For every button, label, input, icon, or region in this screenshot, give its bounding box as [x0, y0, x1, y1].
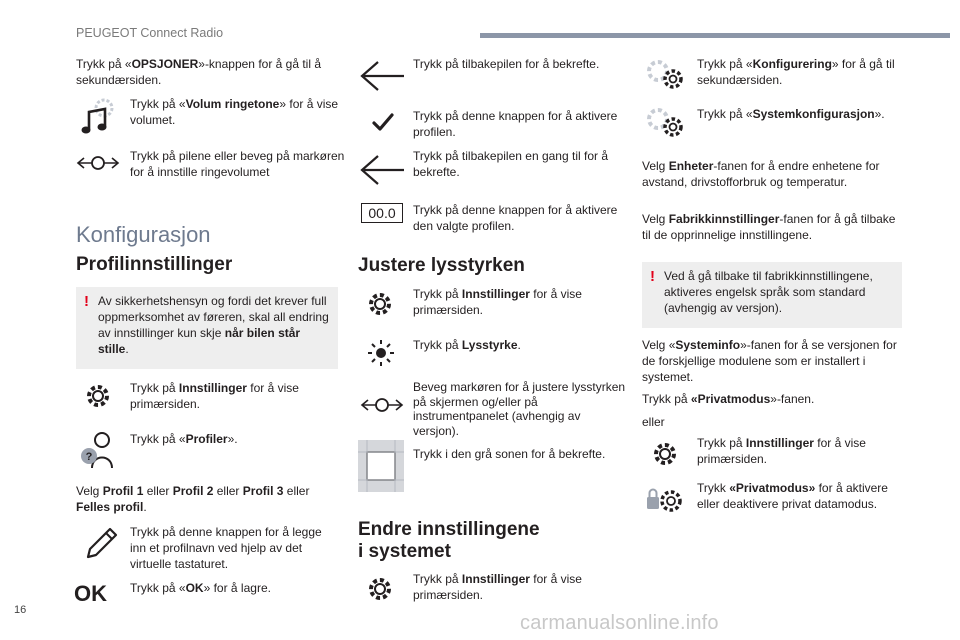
page-number: 16 — [14, 604, 27, 616]
gear-icon — [366, 290, 394, 318]
innstillinger-text: Trykk på Innstillinger for å vise primærsiden. — [130, 381, 299, 411]
profile-question-icon — [80, 430, 120, 470]
arrows-text: Trykk på pilene eller beveg på markøren for å innstille ringevolumet — [130, 149, 345, 179]
velg-profil-text: Velg Profil 1 eller Profil 2 eller Profil 3 eller Felles profil. — [76, 484, 310, 514]
settings-config-icon — [644, 58, 686, 92]
pencil-icon — [84, 527, 118, 561]
beveg-text: Beveg markøren for å justere lysstyrken på skjermen og/eller på instrumentpanelet (avhengig av versjon). — [413, 380, 626, 438]
music-note-icon — [80, 98, 114, 138]
reset-text: Trykk på denne knappen for å aktivere den valgte profilen. — [413, 203, 618, 233]
brightness-icon — [362, 338, 400, 368]
grey-zone-icon — [358, 440, 404, 492]
privatmodus-text: Trykk «Privatmodus» for å aktivere eller deaktivere privat datamodus. — [697, 481, 888, 511]
gear-icon — [366, 575, 394, 603]
ok-icon: OK — [74, 581, 107, 606]
intro-text: Trykk på «OPSJONER»-knappen for å gå til å sekundærsiden. — [76, 57, 322, 87]
back-arrow-icon — [358, 152, 406, 188]
eller-text: eller — [642, 415, 665, 429]
aktivere-text: Trykk på denne knappen for å aktivere profilen. — [413, 109, 618, 139]
legge-inn-text: Trykk på denne knappen for å legge inn et profilnavn ved hjelp av det virtuelle tastaturet. — [130, 525, 322, 571]
back-arrow-icon — [358, 58, 406, 94]
privatmodus-tab-text: Trykk på «Privatmodus»-fanen. — [642, 392, 815, 406]
reset-counter-icon: 00.0 — [361, 203, 403, 223]
konfigurering-text: Trykk på «Konfigurering» for å gå til sekundærsiden. — [697, 57, 895, 87]
warning-text: Av sikkerhetshensyn og fordi det krever full oppmerksomhet av føreren, skal all endring av innstillinger kun skje når bilen står stille. — [98, 294, 329, 356]
watermark: carmanualsonline.info — [520, 612, 719, 634]
slider-arrows-icon — [76, 152, 120, 174]
settings-config-icon — [644, 106, 686, 140]
header-bar — [480, 33, 950, 38]
gear-icon — [84, 382, 112, 410]
section-title-endre — [358, 519, 540, 563]
header-title: PEUGEOT Connect Radio — [76, 26, 224, 40]
checkmark-icon — [372, 112, 394, 132]
gear-icon — [651, 440, 679, 468]
lysstyrke-text: Trykk på Lysstyrke. — [413, 338, 521, 352]
privacy-lock-gear-icon — [644, 484, 686, 518]
systemkonfig-text: Trykk på «Systemkonfigurasjon». — [697, 107, 885, 121]
section-title-konfigurasjon: Konfigurasjon — [76, 222, 211, 247]
slider-arrows-icon — [360, 394, 404, 416]
profiler-text: Trykk på «Profiler». — [130, 432, 238, 446]
systeminfo-text: Velg «Systeminfo»-fanen for å se versjonen for de forskjellige modulene som er installert i systemet. — [642, 338, 897, 384]
ringetone-text: Trykk på «Volum ringetone» for å vise volumet. — [130, 97, 339, 127]
warning-box-fabrikk — [642, 262, 902, 328]
endre-innst-text: Trykk på Innstillinger for å vise primærsiden. — [413, 572, 582, 602]
subsection-title-profilinnstillinger: Profilinnstillinger — [76, 254, 233, 275]
fabrikk-text: Velg Fabrikkinnstillinger-fanen for å gå tilbake til de opprinnelige innstillingene. — [642, 212, 896, 242]
ok-text: Trykk på «OK» for å lagre. — [130, 581, 271, 595]
warning-icon: ! — [84, 293, 89, 310]
section-title-line-2: i systemet — [358, 541, 451, 562]
section-title-lysstyrke: Justere lysstyrken — [358, 255, 525, 276]
warning-box-profil — [76, 287, 338, 369]
back1-text: Trykk på tilbakepilen for å bekrefte. — [413, 57, 600, 71]
enheter-text: Velg Enheter-fanen for å endre enhetene for avstand, drivstofforbruk og temperatur. — [642, 159, 880, 189]
svg-text:?: ? — [85, 451, 93, 463]
back2-text: Trykk på tilbakepilen en gang til for å bekrefte. — [413, 149, 608, 179]
lys-innst-text: Trykk på Innstillinger for å vise primærsiden. — [413, 287, 582, 317]
innst-text: Trykk på Innstillinger for å vise primærsiden. — [697, 436, 866, 466]
warning-icon: ! — [650, 268, 655, 285]
warning-text: Ved å gå tilbake til fabrikkinnstillingene, aktiveres engelsk språk som standard (avhengig av versjon). — [664, 269, 873, 315]
section-title-line-1: Endre innstillingene — [358, 519, 540, 540]
gra-sone-text: Trykk i den grå sonen for å bekrefte. — [413, 447, 606, 461]
